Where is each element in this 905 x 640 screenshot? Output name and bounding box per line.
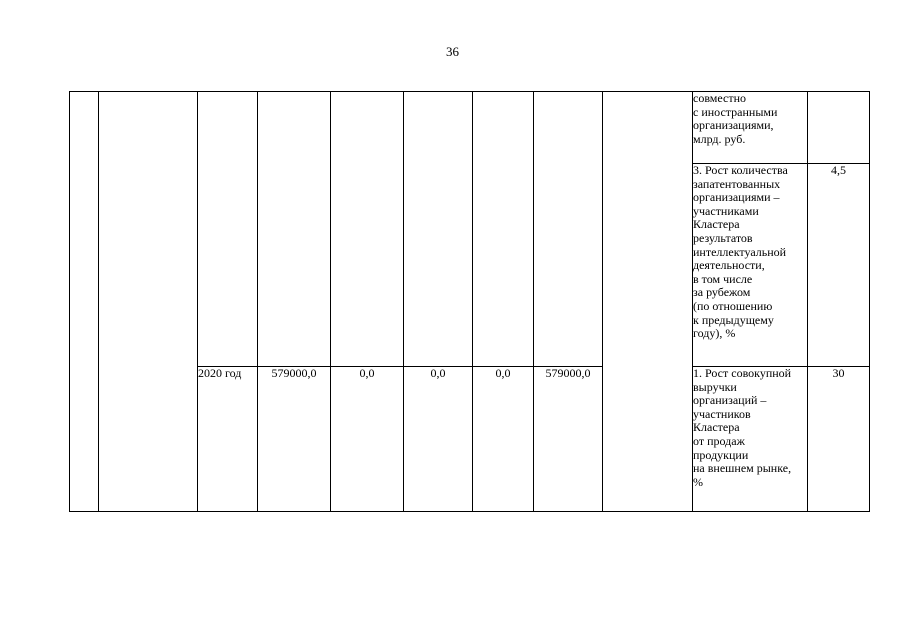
page-number: 36: [446, 44, 459, 59]
other-sources-cell: [534, 92, 603, 367]
activity-cell: [99, 92, 198, 512]
federal-budget-cell: 0,0: [331, 367, 404, 512]
total-cell: 579000,0: [258, 367, 331, 512]
executor-cell: [603, 92, 693, 512]
other-sources-cell: 579000,0: [534, 367, 603, 512]
regional-budget-cell: [404, 92, 473, 367]
number-cell: [70, 92, 99, 512]
federal-budget-cell: [331, 92, 404, 367]
indicator-value: 30: [808, 367, 870, 512]
local-budget-cell: 0,0: [473, 367, 534, 512]
local-budget-cell: [473, 92, 534, 367]
indicator-value: [808, 92, 870, 164]
table-row: [70, 92, 870, 164]
indicator-text: 1. Рост совокупной выручки организаций – участников Кластера от продаж продукции на внешнем рынке, %: [693, 367, 808, 512]
regional-budget-cell: 0,0: [404, 367, 473, 512]
year-cell: 2020 год: [198, 367, 258, 512]
indicator-value: 4,5: [808, 164, 870, 367]
indicator-text: 3. Рост количества запатентованных организациями – участниками Кластера результатов интеллектуальной деятельности, в том числе за рубежом (по отношению к предыдущему году), %: [693, 164, 808, 367]
year-cell: [198, 92, 258, 367]
indicator-text: совместно с иностранными организациями, млрд. руб.: [693, 92, 808, 164]
total-cell: [258, 92, 331, 367]
program-table: [69, 91, 870, 512]
